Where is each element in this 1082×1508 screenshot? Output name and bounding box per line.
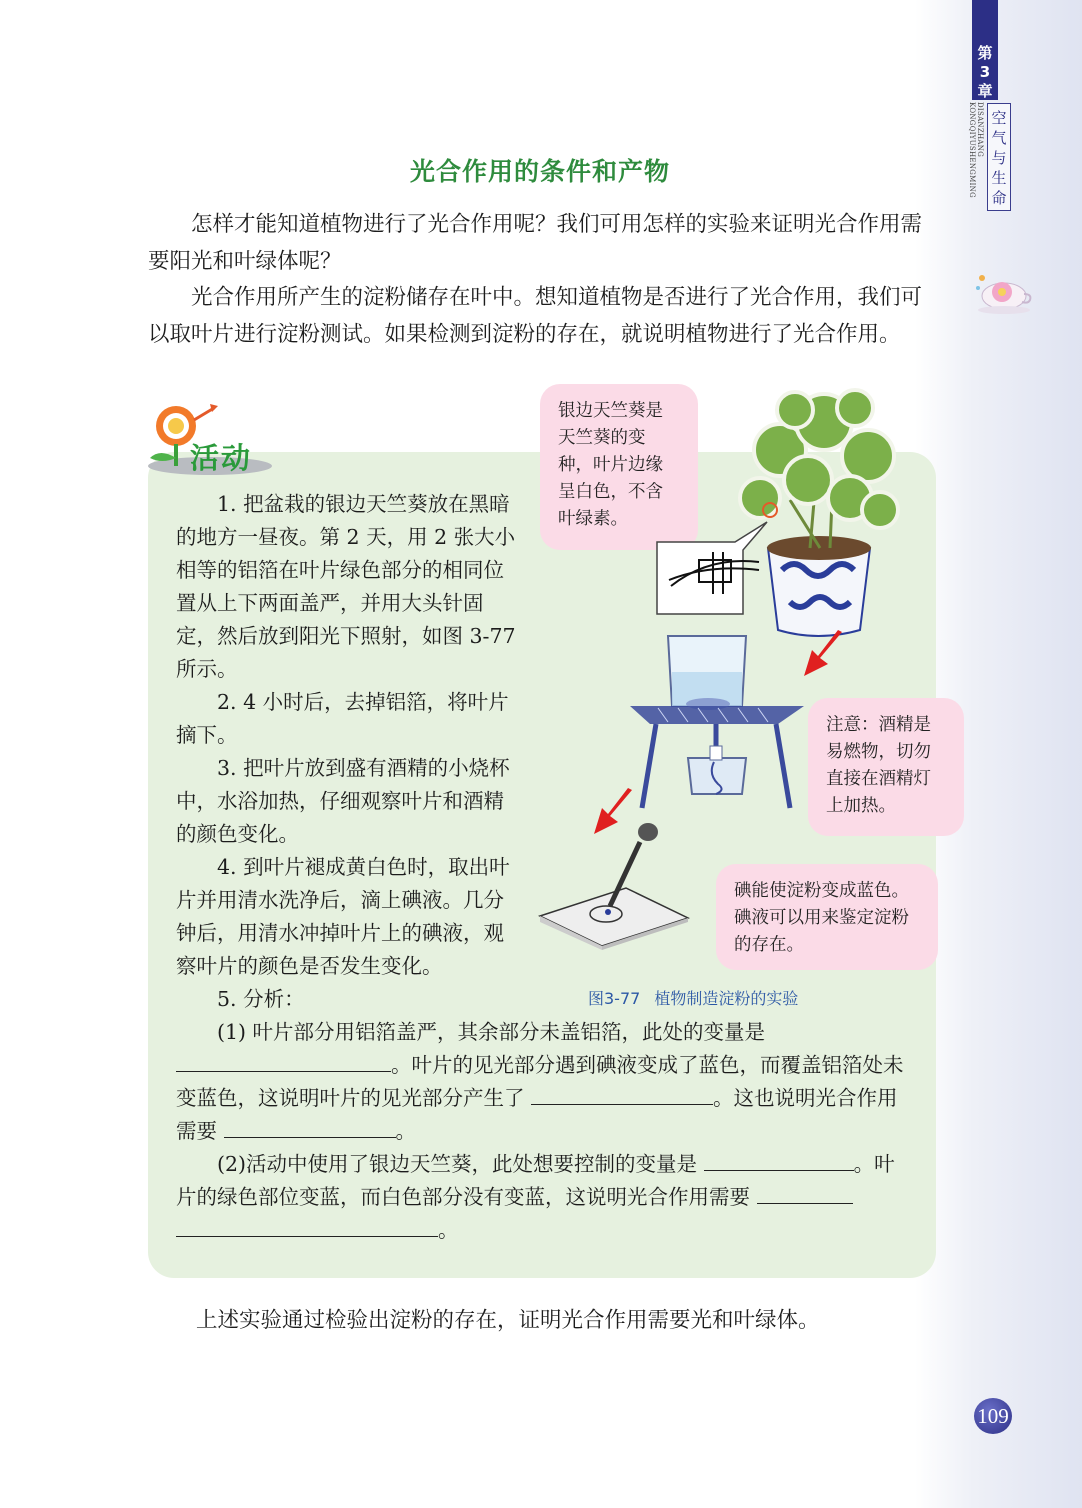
figure-number: 图3-77 — [588, 989, 641, 1008]
question-1-text-d: 。 — [395, 1119, 417, 1143]
note-iodine: 碘能使淀粉变成蓝色。碘液可以用来鉴定淀粉的存在。 — [716, 864, 938, 970]
chapter-char: 章 — [977, 82, 993, 100]
water-bath-apparatus — [628, 628, 804, 814]
question-1-text-c: 。这也说明光合作用需要 — [176, 1086, 898, 1143]
chapter-title-char: 气 — [991, 129, 1007, 147]
conclusion-paragraph: 上述实验通过检验出淀粉的存在，证明光合作用需要光和叶绿体。 — [196, 1308, 820, 1333]
activity-step-4: 4. 到叶片褪成黄白色时，取出叶片并用清水洗净后，滴上碘液。几分钟后，用清水冲掉叶片上的碘液，观察叶片的颜色是否发生变化。 — [176, 855, 510, 978]
teacup-flower-icon — [970, 268, 1036, 316]
answer-blank-5-cont[interactable] — [176, 1214, 438, 1237]
question-2-text-c: 。 — [438, 1218, 459, 1242]
question-1-text-a: (1) 叶片部分用铝箔盖严，其余部分未盖铝箔，此处的变量是 — [217, 1020, 766, 1044]
note-alcohol-warning: 注意：酒精是易燃物，切勿直接在酒精灯上加热。 — [808, 698, 964, 836]
intro-paragraph-1: 怎样才能知道植物进行了光合作用呢？我们可用怎样的实验来证明光合作用需要阳光和叶绿体呢？ — [148, 212, 923, 274]
activity-step-2: 2. 4 小时后，去掉铝箔，将叶片摘下。 — [176, 690, 509, 747]
question-2-text-a: (2)活动中使用了银边天竺葵，此处想要控制的变量是 — [217, 1152, 698, 1176]
activity-label: 活动 — [190, 441, 253, 475]
chapter-title — [987, 103, 1011, 211]
answer-blank-5[interactable] — [757, 1181, 853, 1204]
answer-blank-2[interactable] — [531, 1082, 713, 1105]
chapter-char: 第 — [977, 44, 993, 62]
activity-step-5: 5. 分析： — [217, 987, 305, 1011]
chapter-char: 3 — [979, 63, 991, 81]
chapter-tab — [972, 0, 998, 100]
red-arrow-icon — [800, 628, 850, 680]
question-1 — [176, 1016, 911, 1148]
leaf-foil-callout — [655, 520, 775, 620]
note-geranium: 银边天竺葵是天竺葵的变种，叶片边缘呈白色，不含叶绿素。 — [540, 384, 698, 550]
figure-caption — [588, 986, 812, 1009]
answer-blank-1[interactable] — [176, 1049, 391, 1072]
chapter-title-char: 与 — [991, 149, 1007, 167]
chapter-title-char: 空 — [991, 109, 1007, 127]
question-2-text-b: 。叶片的绿色部位变蓝，而白色部分没有变蓝，这说明光合作用需要 — [176, 1152, 895, 1209]
question-1-text-b: 。叶片的见光部分遇到碘液变成了蓝色，而覆盖铝箔处未变蓝色，这说明叶片的见光部分产生了 — [176, 1053, 904, 1110]
iodine-dropper-illustration — [536, 822, 712, 950]
activity-step-1: 1. 把盆栽的银边天竺葵放在黑暗的地方一昼夜。第 2 天，用 2 张大小相等的铝箔在叶片绿色部分的相同位置从上下两面盖严，并用大头针固定，然后放到阳光下照射，如图 3-77 所示。 — [176, 492, 516, 681]
activity-step-3: 3. 把叶片放到盛有酒精的小烧杯中，水浴加热，仔细观察叶片和酒精的颜色变化。 — [176, 756, 510, 846]
answer-blank-4[interactable] — [704, 1148, 854, 1171]
page-number: 109 — [974, 1398, 1012, 1434]
answer-blank-3[interactable] — [224, 1115, 396, 1138]
section-title: 光合作用的条件和产物 — [409, 157, 670, 186]
chapter-pinyin: DISANZHANG KONGQIYUSHENGMING — [968, 102, 984, 198]
chapter-title-char: 命 — [991, 189, 1007, 207]
figure-caption-text: 植物制造淀粉的实验 — [654, 989, 799, 1008]
question-2 — [176, 1148, 911, 1247]
intro-paragraph-2: 光合作用所产生的淀粉储存在叶中。想知道植物是否进行了光合作用，我们可以取叶片进行淀粉测试。如果检测到淀粉的存在，就说明植物进行了光合作用。 — [148, 285, 923, 347]
chapter-title-char: 生 — [991, 169, 1007, 187]
